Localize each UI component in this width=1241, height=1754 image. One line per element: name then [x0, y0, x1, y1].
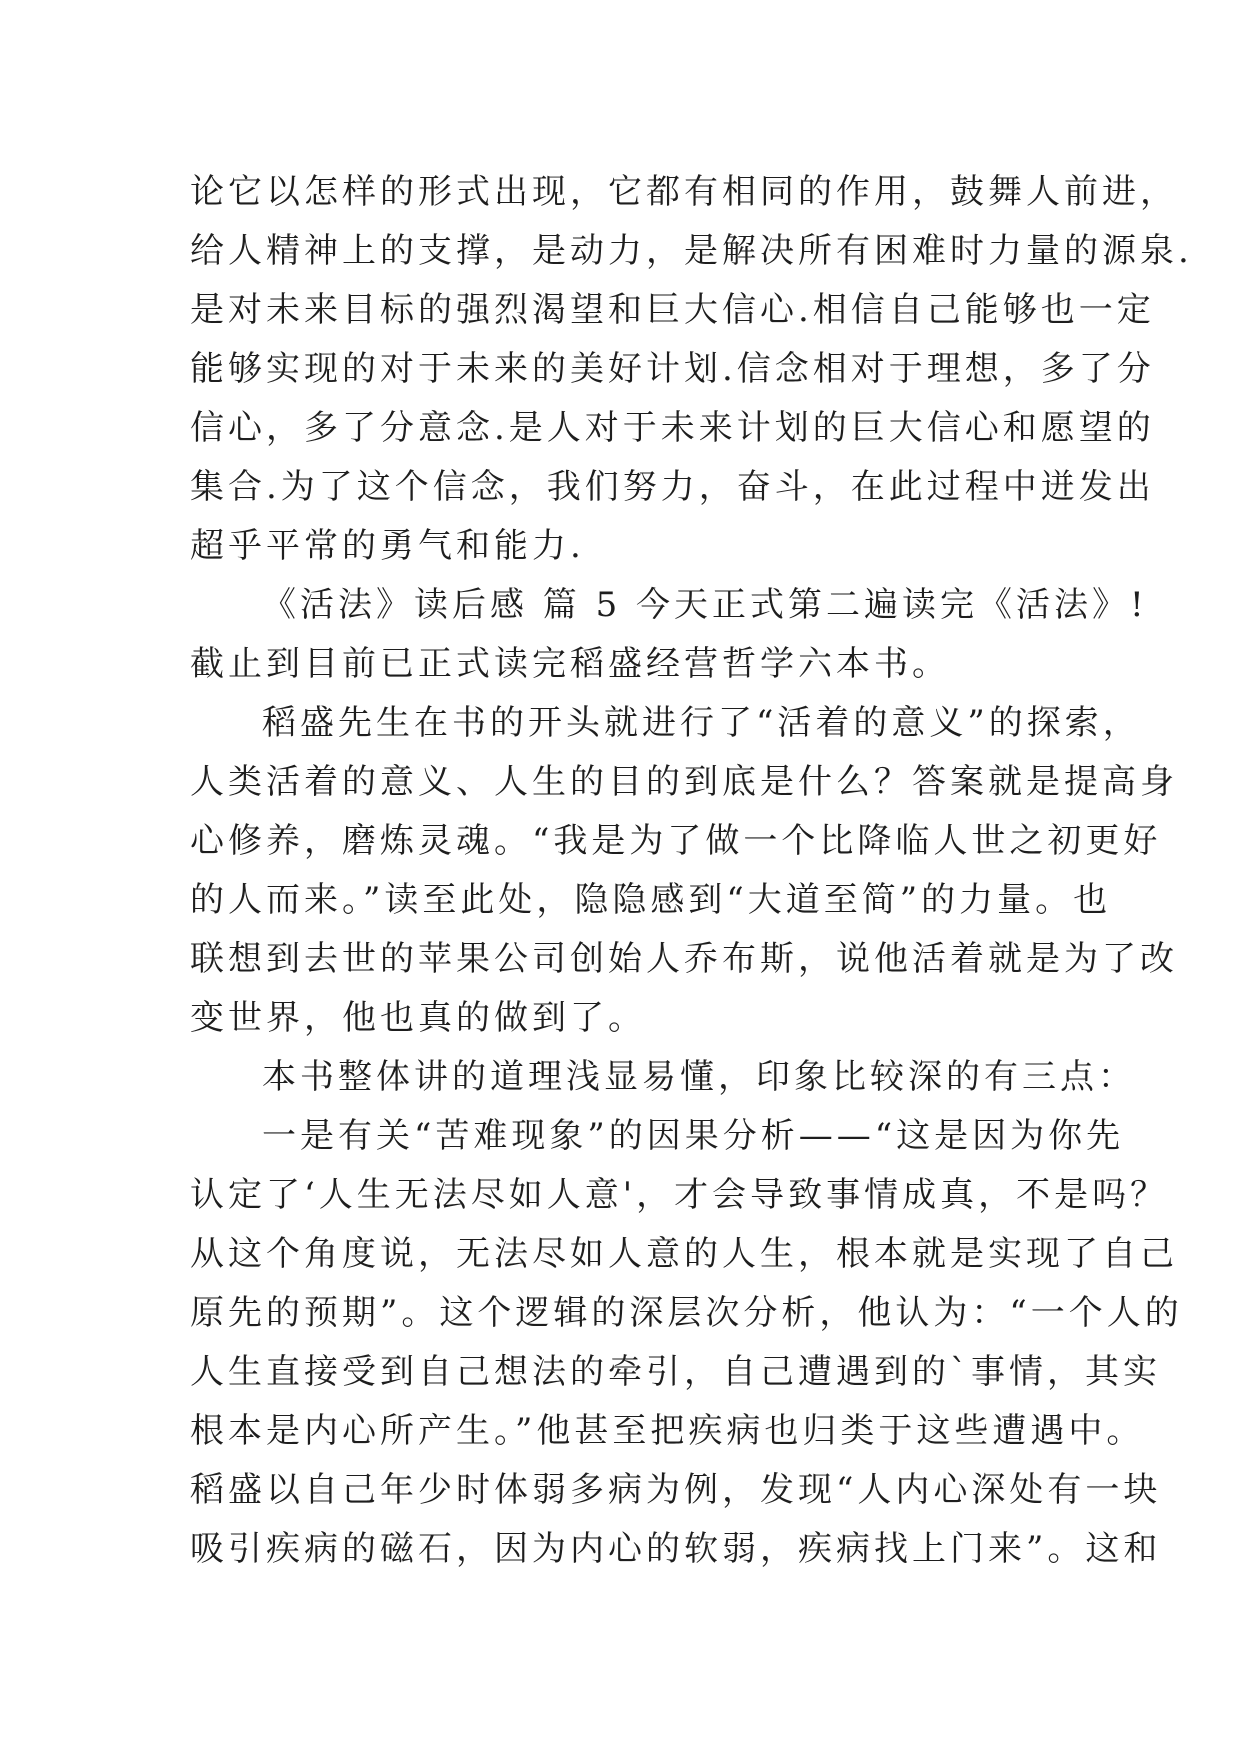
section-heading-line: 《活法》读后感 篇 5 今天正式第二遍读完《活法》!	[262, 585, 1148, 625]
text-line: 人类活着的意义、人生的目的到底是什么？答案就是提高身	[190, 762, 1178, 802]
text-line: 信心，多了分意念.是人对于未来计划的巨大信心和愿望的	[190, 408, 1155, 448]
text-line: 心修养，磨炼灵魂。“我是为了做一个比降临人世之初更好	[190, 821, 1162, 861]
text-line: 超乎平常的勇气和能力.	[190, 526, 585, 566]
text-line: 吸引疾病的磁石，因为内心的软弱，疾病找上门来”。这和	[190, 1529, 1162, 1569]
text-line: 论它以怎样的形式出现，它都有相同的作用，鼓舞人前进，	[190, 172, 1178, 212]
text-line: 认定了‘人生无法尽如人意'，才会导致事情成真，不是吗？	[190, 1175, 1169, 1215]
text-line: 截止到目前已正式读完稻盛经营哲学六本书。	[190, 644, 950, 684]
text-line: 从这个角度说，无法尽如人意的人生，根本就是实现了自己	[190, 1234, 1178, 1274]
text-line: 稻盛以自己年少时体弱多病为例，发现“人内心深处有一块	[190, 1470, 1162, 1510]
text-line: 集合.为了这个信念，我们努力，奋斗，在此过程中迸发出	[190, 467, 1155, 507]
text-line: 变世界，他也真的做到了。	[190, 998, 646, 1038]
paragraph-start-line: 本书整体讲的道理浅显易懂，印象比较深的有三点：	[262, 1057, 1136, 1097]
text-line: 根本是内心所产生。”他甚至把疾病也归类于这些遭遇中。	[190, 1411, 1145, 1451]
body-text	[190, 163, 1193, 1579]
text-line: 的人而来。”读至此处，隐隐感到“大道至简”的力量。也	[190, 880, 1112, 920]
text-line: 能够实现的对于未来的美好计划.信念相对于理想，多了分	[190, 349, 1155, 389]
text-line: 是对未来目标的强烈渴望和巨大信心.相信自己能够也一定	[190, 290, 1155, 330]
paragraph-start-line: 一是有关“苦难现象”的因果分析——“这是因为你先	[262, 1116, 1125, 1156]
text-line: 人生直接受到自己想法的牵引，自己遭遇到的`事情，其实	[190, 1352, 1161, 1392]
text-line: 给人精神上的支撑，是动力，是解决所有困难时力量的源泉.	[190, 231, 1193, 271]
text-line: 联想到去世的苹果公司创始人乔布斯，说他活着就是为了改	[190, 939, 1178, 979]
paragraph-start-line: 稻盛先生在书的开头就进行了“活着的意义”的探索，	[262, 703, 1141, 743]
text-line: 原先的预期”。这个逻辑的深层次分析，他认为：“一个人的	[190, 1293, 1183, 1333]
